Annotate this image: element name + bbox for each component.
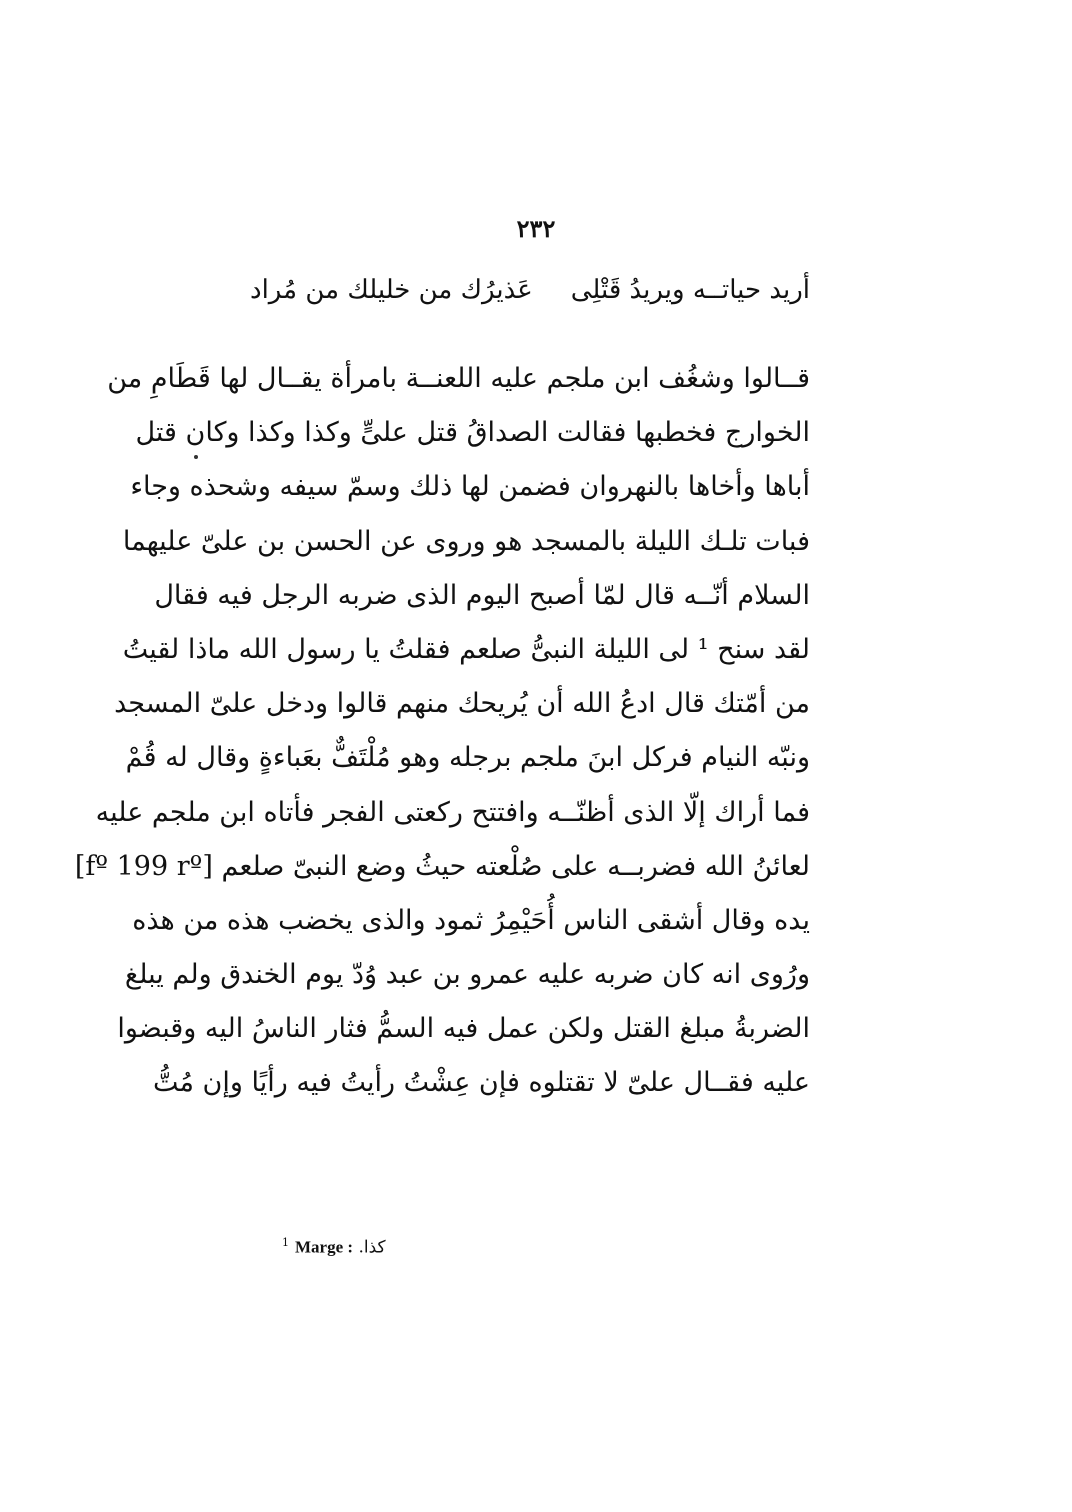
text-line: ونبّه النيام فركل ابنَ ملجم برجله وهو مُلْتَفٌّ بعَباءةٍ وقال له قُمْ: [125, 742, 810, 774]
text-line: عليه فقــال علىّ لا تقتلوه فإن عِشْتُ رأيتُ فيه رأيًا وإن مُتُّ: [152, 1067, 810, 1099]
text-line: أباها وأخاها بالنهروان فضمن لها ذلك وسمّ سيفه وشحذه وجاء: [130, 471, 810, 503]
text-line: يده وقال أشقى الناس أُحَيْمِرُ ثمود والذى يخضب هذه من هذه: [132, 904, 810, 936]
footnote-label: Marge :: [295, 1237, 354, 1257]
text-line: لقد سنح ¹ لى الليلة النبىُّ صلعم فقلتُ يا رسول الله ماذا لقيتُ: [122, 633, 810, 665]
body-text: [74, 352, 810, 1111]
text-line: ورُوى انه كان ضربه عليه عمرو بن عبد وُدّ يوم الخندق ولم يبلغ: [124, 959, 810, 991]
text-line: السلام أنّــه قال لمّا أصبح اليوم الذى ضربه الرجل فيه فقال: [154, 579, 810, 611]
text-line: فبات تلـك الليلة بالمسجد هو وروى عن الحسن بن علىّ عليهما: [122, 525, 810, 557]
poetry-verse: [250, 268, 810, 312]
text-line: الخوارج فخطبها فقالت الصداقُ قتل علىٍّ وكذا وكذا وكان قتل: [135, 417, 810, 449]
verse-left-hemistich: عَذيرُك من خليلك من مُراد: [250, 275, 533, 305]
text-line: من أمّتك قال ادعُ الله أن يُريحك منهم قالوا ودخل علىّ المسجد: [114, 688, 810, 720]
page-number: ٢٣٢: [516, 214, 556, 243]
text-line: لعائنُ الله فضربــه على صُلْعته حيثُ وضع النبىّ صلعم [fº 199 rº]: [74, 850, 810, 882]
footnote: [282, 1236, 386, 1258]
verse-right-hemistich: أريد حياتــه ويريدُ قَتْلِى: [570, 275, 810, 305]
text-line: فما أراك إلّا الذى أظنّــه وافتتح ركعتى الفجر فأتاه ابن ملجم عليه: [95, 796, 810, 828]
footnote-text: كذا.: [358, 1237, 386, 1258]
text-line: الضربةُ مبلغ القتل ولكن عمل فيه السمُّ فثار الناسُ اليه وقبضوا: [117, 1013, 810, 1045]
footnote-number: 1: [282, 1236, 289, 1249]
text-line: قــالوا وشغُف ابن ملجم عليه اللعنــة بامرأة يقــال لها قَطَامِ من: [107, 363, 810, 394]
